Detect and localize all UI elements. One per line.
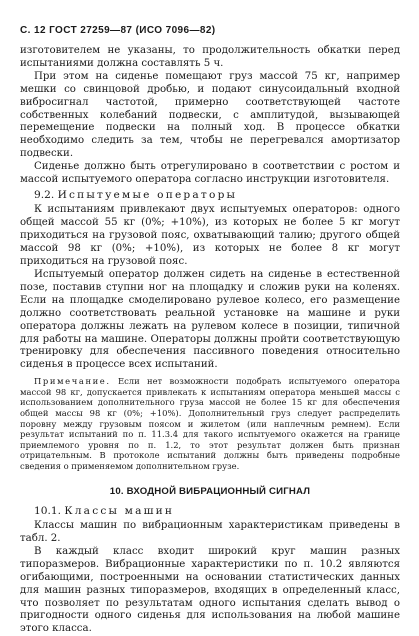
paragraph-operator-posture: Испытуемый оператор должен сидеть на сиденье в естественной позе, поставив ступни ног на площадку и сложив руки на коленях. Если на площадке смоделировано рулевое колесо, его размещение должно соответствовать реальной установке на машине и руки оператора должны лежать на рулевом колесе в позиции, типичной для работы на машине. Операторы должны пройти соответствующую тренировку для обеспечения пассивного поведения относительно сиденья в процессе всех испытаний. [20, 269, 400, 371]
note-text: Если нет возможности подобрать испытуемого оператора массой 98 кг, допускается привлекать к испытаниям оператора меньшей массы с использованием дополнительного груза массой не более 15 кг для обеспечения общей массы 98 кг (0%; +10%). Дополнительный груз следует распределить поровну между грузовым поясом и жилетом (или наплечным ремнем). Если результат испытаний по п. 11.3.4 для такого испытуемого окажется на границе приемлемого уровня по п. 1.2, то этот результат должен быть признан отрицательным. В протоколе испытаний должны быть приведены подробные сведения о применяемом дополнительном грузе. [20, 376, 400, 471]
section-heading-10: 10. ВХОДНОЙ ВИБРАЦИОННЫЙ СИГНАЛ [109, 485, 311, 497]
section-heading-10-1 [20, 505, 400, 519]
paragraph-seat-adjustment: Сиденье должно быть отрегулировано в соответствии с ростом и массой испытуемого оператора согласно инструкции изготовителя. [20, 161, 400, 186]
section-title: Испытуемые операторы [57, 188, 238, 201]
section-number: 10.1. [34, 504, 61, 517]
note-block [20, 376, 400, 471]
paragraph-run-in-duration: изготовителем не указаны, то продолжительность обкатки перед испытаниями должна составлять 5 ч. [20, 45, 400, 69]
paragraph-machine-classes: Классы машин по вибрационным характеристикам приведены в табл. 2. [20, 520, 400, 544]
paragraph-class-coverage: В каждый класс входит широкий круг машин разных типоразмеров. Вибрационные характеристики по п. 10.2 являются огибающими, построенными на основании статистических данных для машин разных типоразмеров, входящих в определенный класс, что позволяет по результатам одного испытания сделать вывод о пригодности одного сиденья для использования на любой машине этого класса. [20, 545, 400, 635]
section-heading-9-2 [20, 189, 400, 203]
paragraph-operators-mass: К испытаниям привлекают двух испытуемых операторов: одного общей массой 55 кг (0%; +10%), из которых не более 5 кг могут приходиться на грузовой пояс, охватывающий талию; другого общей массой 98 кг (0%; +10%), из которых не более 8 кг могут приходиться на грузовой пояс. [20, 204, 400, 268]
section-title: Классы машин [64, 504, 175, 517]
section-number: 9.2. [34, 188, 55, 201]
page-header: С. 12 ГОСТ 27259—87 (ИСО 7096—82) [20, 25, 216, 36]
paragraph-run-in-load: При этом на сиденье помещают груз массой 75 кг, например мешки со свинцовой дробью, и подают синусоидальный входной вибросигнал частотой, примерно соответствующей частоте собственных колебаний подвески, с амплитудой, вызывающей перемещение подвески на полный ход. В процессе обкатки необходимо следить за тем, чтобы не перегревался амортизатор подвески. [20, 70, 400, 160]
note-label: Примечание. [34, 376, 111, 387]
